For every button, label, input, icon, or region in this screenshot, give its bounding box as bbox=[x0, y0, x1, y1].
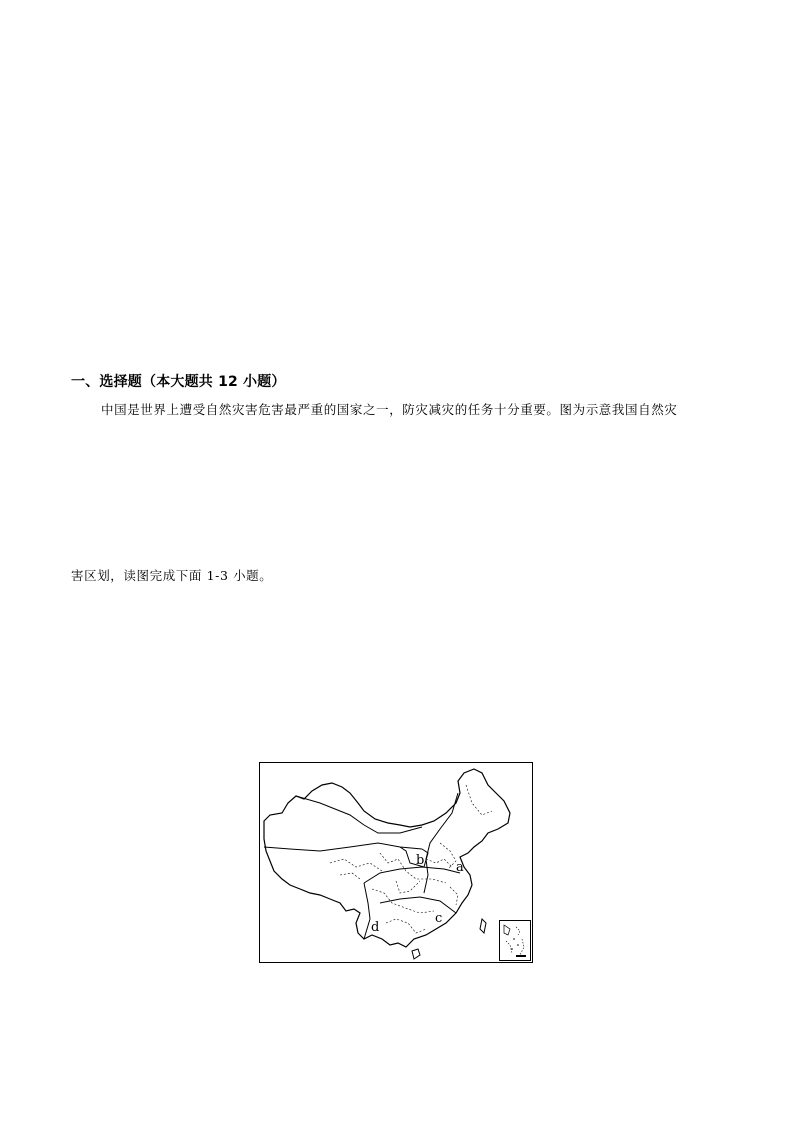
south-china-sea-inset-icon bbox=[499, 920, 531, 961]
question-intro-line-1: 中国是世界上遭受自然灾害危害最严重的国家之一，防灾减灾的任务十分重要。图为示意我国自然灾 bbox=[101, 402, 678, 417]
taiwan-island bbox=[480, 919, 486, 933]
disaster-zoning-map bbox=[259, 762, 533, 963]
china-outline-map bbox=[260, 763, 532, 962]
zone-boundary-south bbox=[380, 897, 456, 913]
zone-boundary-northwest bbox=[296, 796, 422, 833]
region-label-d: d bbox=[371, 920, 380, 935]
region-label-b: b bbox=[416, 853, 425, 868]
zone-boundary-north bbox=[264, 843, 422, 851]
zone-boundary-southwest bbox=[364, 883, 370, 939]
china-border bbox=[264, 769, 510, 947]
zone-boundary-east bbox=[424, 793, 458, 893]
section-title: 一、选择题（本大题共 12 小题） bbox=[71, 374, 286, 390]
province-boundaries bbox=[330, 785, 492, 933]
region-label-c: c bbox=[435, 911, 443, 926]
zone-boundary-central bbox=[364, 867, 460, 883]
hainan-island bbox=[412, 949, 420, 959]
region-label-a: a bbox=[456, 860, 464, 875]
question-intro-line-2: 害区划，读图完成下面 1-3 小题。 bbox=[71, 568, 273, 583]
